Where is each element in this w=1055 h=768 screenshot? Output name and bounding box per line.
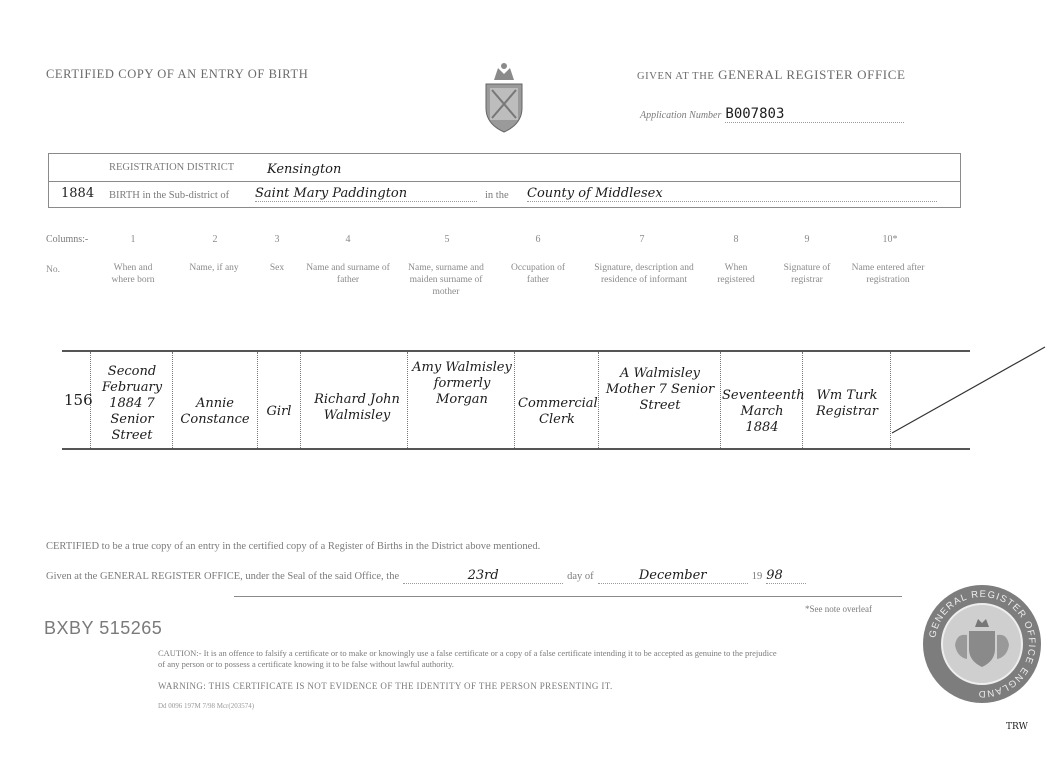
day-of-label: day of xyxy=(567,571,594,582)
cancellation-line xyxy=(880,345,1050,435)
entry-informant: A Walmisley Mother 7 Senior Street xyxy=(605,366,715,413)
given-at-prefix: GIVEN AT THE xyxy=(637,71,715,82)
gro-title: GENERAL REGISTER OFFICE xyxy=(718,67,906,82)
application-number-row xyxy=(640,105,960,123)
column-header-when-registered: When registered xyxy=(717,263,755,285)
month-value: December xyxy=(598,568,748,584)
registration-district-label: REGISTRATION DISTRICT xyxy=(109,162,235,173)
registration-year: 1884 xyxy=(61,186,95,201)
gro-seal xyxy=(923,585,1041,703)
column-number-8: 8 xyxy=(733,234,739,245)
column-header-father: Name and surname of father xyxy=(306,263,390,285)
column-header-no: No. xyxy=(46,265,60,275)
given-at-row xyxy=(46,566,896,586)
certificate-title: CERTIFIED COPY OF AN ENTRY OF BIRTH xyxy=(46,67,309,81)
column-number-5: 5 xyxy=(444,234,450,245)
application-number-value: B007803 xyxy=(725,106,904,123)
registration-district-value: Kensington xyxy=(267,162,342,177)
column-header-name: Name, if any xyxy=(189,263,239,273)
column-number-3: 3 xyxy=(274,234,280,245)
entry-father: Richard John Walmisley xyxy=(314,392,400,423)
entry-when-registered: Seventeenth March 1884 xyxy=(722,388,805,435)
day-value: 23rd xyxy=(403,568,563,584)
year-value: 98 xyxy=(766,568,806,584)
column-number-7: 7 xyxy=(639,234,645,245)
columns-label: Columns:- xyxy=(46,234,89,245)
see-note: *See note overleaf xyxy=(805,604,872,614)
in-the-label: in the xyxy=(485,190,509,201)
registration-divider xyxy=(49,181,960,182)
entry-registrar: Wm Turk Registrar xyxy=(815,388,879,419)
column-header-when-born: When and where born xyxy=(111,263,155,285)
entry-row xyxy=(62,350,970,450)
county-value: County of Middlesex xyxy=(527,186,937,202)
signature-rule xyxy=(234,596,902,597)
entry-name: Annie Constance xyxy=(180,396,250,427)
certified-statement: CERTIFIED to be a true copy of an entry in the certified copy of a Register of Births in the District above mentioned. xyxy=(46,541,541,552)
column-header-sex: Sex xyxy=(269,263,285,273)
warning-text: WARNING: THIS CERTIFICATE IS NOT EVIDENCE OF THE IDENTITY OF THE PERSON PRESENTING IT. xyxy=(158,681,613,691)
entry-occupation: Commercial Clerk xyxy=(518,396,598,427)
application-number-label: Application Number xyxy=(640,110,722,121)
given-at-heading xyxy=(637,67,906,83)
column-header-mother: Name, surname and maiden surname of mother xyxy=(408,263,484,297)
entry-mother: Amy Walmisley formerly Morgan xyxy=(412,360,512,407)
print-code: Dd 0096 197M 7/98 Mcr(203574) xyxy=(158,702,255,710)
column-number-9: 9 xyxy=(804,234,810,245)
entry-when-where-born: Second February 1884 7 Senior Street xyxy=(101,364,163,443)
corner-initials: TRW xyxy=(1006,722,1028,732)
seal-crest-icon xyxy=(941,603,1023,685)
column-number-2: 2 xyxy=(212,234,218,245)
birth-subdistrict-label: BIRTH in the Sub-district of xyxy=(109,190,230,201)
column-number-6: 6 xyxy=(535,234,541,245)
royal-crest-icon xyxy=(478,60,530,138)
given-at-text: Given at the GENERAL REGISTER OFFICE, under the Seal of the said Office, the xyxy=(46,571,400,582)
column-number-1: 1 xyxy=(130,234,136,245)
registration-box xyxy=(48,153,961,208)
column-number-4: 4 xyxy=(345,234,351,245)
serial-number: BXBY 515265 xyxy=(44,618,163,638)
column-header-name-after: Name entered after registration xyxy=(851,263,925,285)
entry-number: 156 xyxy=(64,391,93,409)
caution-text: CAUTION:- It is an offence to falsify a certificate or to make or knowingly use a false certificate or a copy of a false certificate intending it to be accepted as genuine to the prejudice of any person or to possess a certificate knowing it to be false without lawful authority. xyxy=(158,648,777,669)
subdistrict-value: Saint Mary Paddington xyxy=(255,186,477,202)
column-header-occupation: Occupation of father xyxy=(510,263,566,285)
svg-text:GENERAL REGISTER OFFICE ENGLAN: GENERAL REGISTER OFFICE ENGLAND xyxy=(927,588,1038,700)
year-prefix: 19 xyxy=(751,571,763,582)
entry-sex: Girl xyxy=(266,404,292,419)
column-header-informant: Signature, description and residence of informant xyxy=(594,263,694,285)
column-number-10: 10* xyxy=(882,234,898,245)
column-header-registrar: Signature of registrar xyxy=(783,263,831,285)
